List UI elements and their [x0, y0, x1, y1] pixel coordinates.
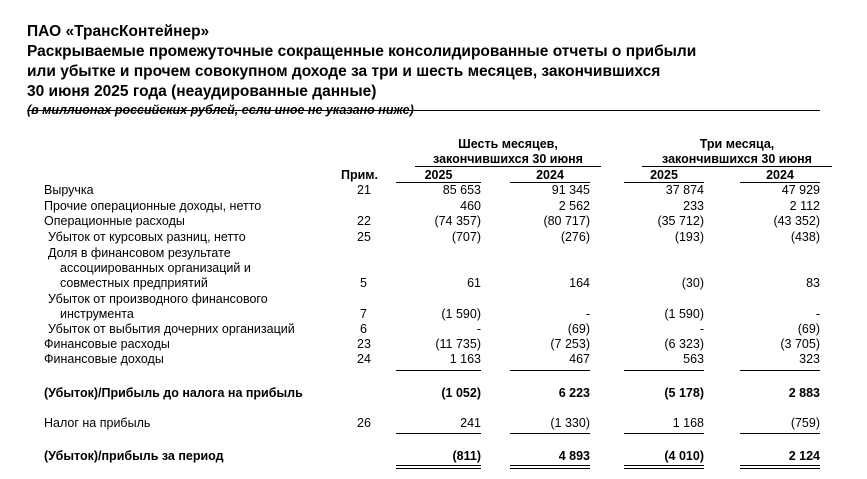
cell-value: (43 352): [773, 214, 820, 228]
cell-value: 83: [806, 276, 820, 290]
subtotal-underline: [624, 370, 704, 371]
cell-value: -: [815, 307, 820, 321]
cell-value: (1 052): [441, 386, 481, 400]
report-title-line: Раскрываемые промежуточные сокращенные консолидированные отчеты о прибыли: [27, 43, 697, 60]
row-label: Финансовые расходы: [44, 337, 170, 351]
cell-value: (193): [674, 230, 704, 244]
cell-value: (7 253): [550, 337, 590, 351]
header-rule: [27, 110, 820, 111]
report-header: [27, 22, 696, 118]
cell-value: 2 883: [788, 386, 820, 400]
total-double-underline: [740, 465, 820, 469]
row-label: Доля в финансовом результате: [48, 246, 231, 260]
cell-value: 1 163: [449, 352, 481, 366]
row-label: (Убыток)/Прибыль до налога на прибыль: [44, 386, 303, 400]
cell-value: -: [476, 322, 481, 336]
cell-value: (30): [681, 276, 704, 290]
row-label: (Убыток)/прибыль за период: [44, 449, 224, 463]
group-underline: [415, 166, 601, 167]
cell-value: 6 223: [558, 386, 590, 400]
cell-value: (80 717): [543, 214, 590, 228]
year-header: 2025: [650, 168, 678, 182]
cell-value: (69): [797, 322, 820, 336]
cell-value: 2 124: [788, 449, 820, 463]
cell-value: 1 168: [672, 416, 704, 430]
three-months-header: Три месяца,: [699, 137, 775, 151]
year-header: 2025: [424, 168, 453, 182]
subtotal-underline: [396, 370, 481, 371]
cell-value: 61: [467, 276, 481, 290]
row-label: совместных предприятий: [60, 276, 208, 290]
cell-value: (5 178): [664, 386, 704, 400]
report-title-line: 30 июня 2025 года (неаудированные данные): [27, 83, 377, 100]
cell-value: (811): [452, 449, 481, 463]
three-months-header: закончившихся 30 июня: [662, 152, 812, 166]
cell-value: 47 929: [781, 183, 820, 197]
year-header: 2024: [766, 168, 794, 182]
subtotal-underline: [510, 370, 590, 371]
subtotal-underline: [510, 433, 590, 434]
report-title-line: или убытке и прочем совокупном доходе за три и шесть месяцев, закончившихся: [27, 63, 661, 80]
cell-value: 460: [460, 199, 481, 213]
row-note: 26: [357, 416, 371, 430]
total-double-underline: [396, 465, 481, 469]
cell-value: 467: [569, 352, 590, 366]
total-double-underline: [624, 465, 704, 469]
cell-value: -: [585, 307, 590, 321]
row-note: 7: [360, 307, 367, 321]
cell-value: 323: [799, 352, 820, 366]
cell-value: 37 874: [665, 183, 704, 197]
cell-value: (438): [790, 230, 820, 244]
units-note: (в миллионах российских рублей, если иное не указано ниже): [27, 103, 414, 117]
row-note: 5: [360, 276, 367, 290]
row-label: инструмента: [60, 307, 134, 321]
cell-value: (11 735): [435, 337, 481, 351]
cell-value: 563: [683, 352, 704, 366]
row-note: 24: [357, 352, 371, 366]
row-label: Прочие операционные доходы, нетто: [44, 199, 262, 213]
cell-value: (6 323): [664, 337, 704, 351]
subtotal-underline: [396, 433, 481, 434]
row-label: Налог на прибыль: [44, 416, 151, 430]
six-months-header: закончившихся 30 июня: [433, 152, 583, 166]
row-label: ассоциированных организаций и: [60, 261, 251, 275]
company-name: ПАО «ТрансКонтейнер»: [27, 23, 210, 40]
cell-value: (4 010): [664, 449, 704, 463]
row-label: Выручка: [44, 183, 94, 197]
row-label: Операционные расходы: [44, 214, 185, 228]
row-label: Убыток от выбытия дочерних организаций: [48, 322, 295, 336]
total-double-underline: [510, 465, 590, 469]
cell-value: (69): [567, 322, 590, 336]
cell-value: (276): [560, 230, 590, 244]
cell-value: 233: [683, 199, 704, 213]
row-note: 23: [357, 337, 371, 351]
cell-value: (35 712): [657, 214, 704, 228]
cell-value: 2 562: [558, 199, 590, 213]
row-label: Убыток от производного финансового: [48, 292, 268, 306]
row-label: Финансовые доходы: [44, 352, 164, 366]
row-note: 21: [357, 183, 371, 197]
cell-value: 85 653: [442, 183, 481, 197]
subtotal-underline: [740, 433, 820, 434]
note-column-header: Прим.: [341, 168, 379, 182]
cell-value: 2 112: [789, 199, 820, 213]
cell-value: 4 893: [558, 449, 590, 463]
row-note: 22: [357, 214, 371, 228]
cell-value: (1 590): [664, 307, 704, 321]
cell-value: -: [699, 322, 704, 336]
row-label: Убыток от курсовых разниц, нетто: [48, 230, 246, 244]
subtotal-underline: [740, 370, 820, 371]
year-header: 2024: [536, 168, 564, 182]
cell-value: 164: [569, 276, 590, 290]
cell-value: (707): [451, 230, 481, 244]
cell-value: 241: [460, 416, 481, 430]
group-underline: [642, 166, 832, 167]
six-months-header: Шесть месяцев,: [458, 137, 558, 151]
row-note: 6: [360, 322, 367, 336]
cell-value: (74 357): [434, 214, 481, 228]
subtotal-underline: [624, 433, 704, 434]
cell-value: (3 705): [780, 337, 820, 351]
cell-value: (1 590): [441, 307, 481, 321]
cell-value: (1 330): [550, 416, 590, 430]
cell-value: 91 345: [551, 183, 590, 197]
row-note: 25: [357, 230, 371, 244]
cell-value: (759): [790, 416, 820, 430]
